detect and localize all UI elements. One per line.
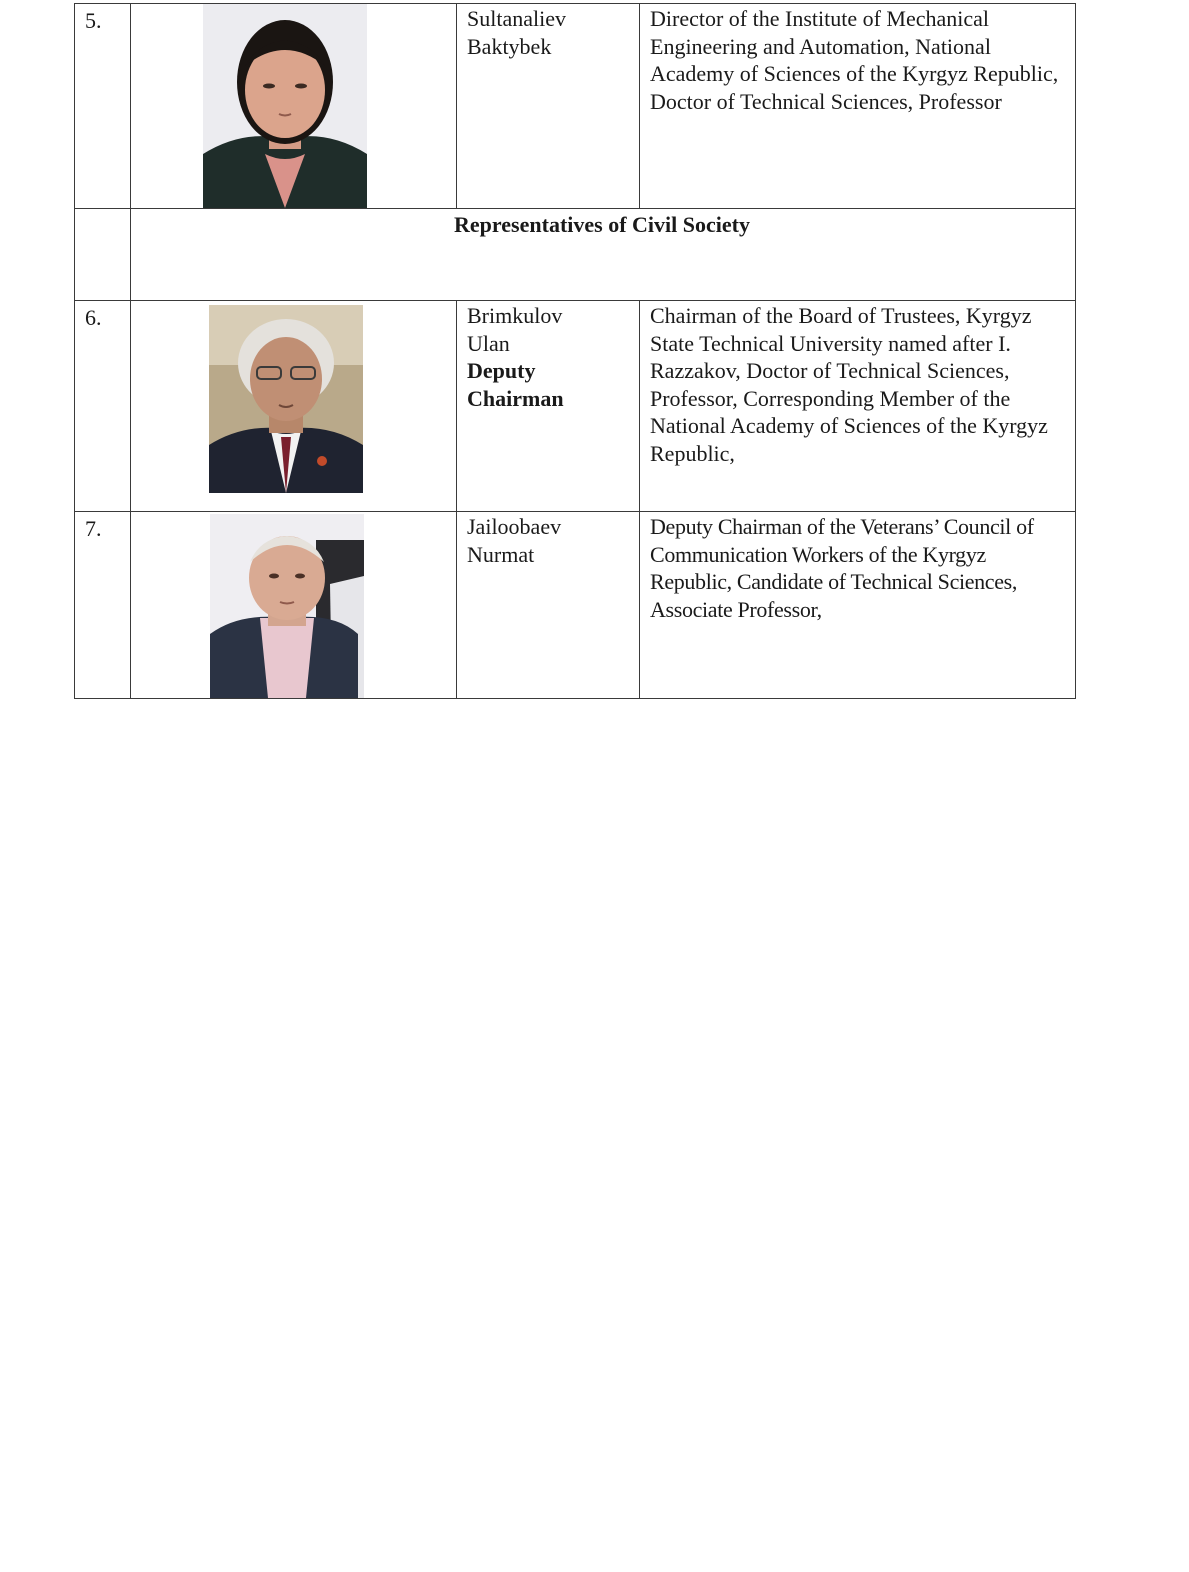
row-number: 5. [75, 4, 131, 209]
last-name: Brimkulov [467, 303, 563, 328]
portrait-photo-sultanaliev [203, 4, 367, 208]
row-number: 6. [75, 301, 131, 512]
table-row [75, 512, 1076, 699]
description-cell: Chairman of the Board of Trustees, Kyrgyz State Technical University named after I. Razzakov, Doctor of Technical Sciences, Professor, Corresponding Member of the National Academy of Sciences of the Kyrgyz Republic, [640, 301, 1076, 512]
section-heading-row [75, 209, 1076, 301]
first-name: Ulan [467, 330, 510, 356]
photo-cell [131, 512, 457, 699]
photo-cell [131, 4, 457, 209]
description-cell: Deputy Chairman of the Veterans’ Council of Communication Workers of the Kyrgyz Republic, Candidate of Technical Sciences, Associate Professor, [640, 512, 1076, 699]
description-cell: Director of the Institute of Mechanical Engineering and Automation, National Academy of Sciences of the Kyrgyz Republic, Doctor of Technical Sciences, Professor [640, 4, 1076, 209]
first-name: Baktybek [467, 33, 552, 59]
row-number: 7. [75, 512, 131, 699]
portrait-photo-brimkulov [209, 305, 363, 493]
table-row [75, 301, 1076, 512]
section-number-cell [75, 209, 131, 301]
section-heading-cell [131, 209, 1076, 301]
members-table [74, 3, 1076, 699]
first-name: Nurmat [467, 541, 535, 567]
name-cell [457, 301, 640, 512]
portrait-photo-jailoobaev [210, 514, 364, 698]
name-cell [457, 4, 640, 209]
table-row [75, 4, 1076, 209]
role-line: Chairman [467, 385, 564, 411]
last-name: Sultanaliev [467, 6, 566, 31]
last-name: Jailoobaev [467, 514, 562, 539]
role-line: Deputy [467, 358, 536, 383]
section-heading: Representatives of Civil Society [454, 212, 750, 237]
photo-cell [131, 301, 457, 512]
name-cell [457, 512, 640, 699]
